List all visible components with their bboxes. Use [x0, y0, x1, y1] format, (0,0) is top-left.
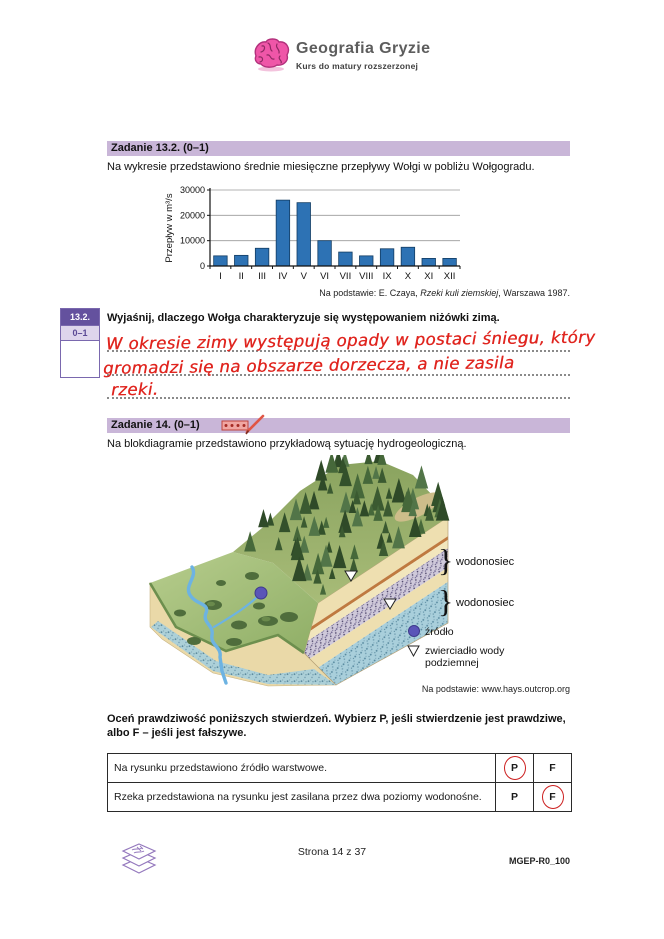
- chart-source: [107, 288, 570, 298]
- svg-text:VII: VII: [339, 271, 352, 282]
- handwritten-answer-line-1: W okresie zimy występują opady w postaci śniegu, który: [105, 327, 596, 354]
- bar-I: [214, 256, 228, 266]
- chart-source-title: Rzeki kuli ziemskiej: [420, 288, 499, 298]
- score-marker-code: 13.2.: [61, 309, 99, 325]
- svg-text:30000: 30000: [179, 185, 205, 195]
- svg-text:V: V: [300, 271, 307, 282]
- bar-VIII: [360, 256, 374, 266]
- bar-IV: [276, 200, 290, 266]
- svg-text:IV: IV: [278, 271, 288, 282]
- true-false-table-body: [108, 754, 572, 812]
- legend-water-table-icon: [408, 646, 419, 656]
- bar-V: [297, 203, 311, 266]
- svg-text:I: I: [219, 271, 222, 282]
- table-row: [108, 754, 572, 783]
- statement-1: Na rysunku przedstawiono źródło warstwowe.: [108, 754, 496, 783]
- answer-line-3[interactable]: [107, 397, 570, 399]
- p-cell-row-1[interactable]: [496, 754, 534, 783]
- p-cell-row-2[interactable]: P: [496, 783, 534, 812]
- diagram-source: Na podstawie: www.hays.outcrop.org: [421, 684, 570, 694]
- task-13-2-header: Zadanie 13.2. (0–1): [107, 141, 570, 156]
- bar-IX: [380, 249, 394, 266]
- svg-text:III: III: [258, 271, 267, 282]
- page-number: Strona 14 z 37: [297, 846, 367, 858]
- statement-2: Rzeka przedstawiona na rysunku jest zasilana przez dwa poziomy wodonośne.: [108, 783, 496, 812]
- bar-VI: [318, 241, 332, 266]
- task-14-instruction: Oceń prawdziwość poniższych stwierdzeń. Wybierz P, jeśli stwierdzenie jest prawdziwe, albo F – jeśli jest fałszywe.: [107, 713, 566, 739]
- score-marker-points: 0–1: [61, 325, 99, 341]
- chart-source-suffix: , Warszawa 1987.: [498, 288, 570, 298]
- svg-text:10000: 10000: [179, 235, 205, 246]
- selected-answer-circle: F: [542, 785, 564, 809]
- legend-water-table-label-2: podziemnej: [425, 657, 479, 669]
- svg-text:VIII: VIII: [359, 271, 374, 282]
- aquifer-brace-2: }: [438, 583, 454, 619]
- svg-text:II: II: [238, 271, 244, 282]
- bar-XI: [422, 258, 436, 266]
- score-marker-empty: [61, 341, 99, 377]
- f-cell-row-1[interactable]: F: [534, 754, 572, 783]
- svg-text:X: X: [404, 271, 412, 282]
- task-14-intro: Na blokdiagramie przedstawiono przykładową sytuację hydrogeologiczną.: [107, 438, 467, 450]
- handwritten-answer-line-3: rzeki.: [110, 379, 159, 400]
- hydrogeology-block-diagram: [118, 455, 570, 687]
- svg-text:XII: XII: [443, 271, 456, 282]
- svg-text:20000: 20000: [179, 210, 205, 221]
- aquifer-label-1: wodonosiec: [456, 556, 515, 568]
- task-14-header: Zadanie 14. (0–1): [107, 418, 570, 433]
- svg-text:XI: XI: [424, 271, 434, 282]
- flow-chart: [160, 182, 470, 286]
- task-13-2-question: Wyjaśnij, dlaczego Wołga charakteryzuje się występowaniem niżówki zimą.: [107, 312, 500, 324]
- spring-marker: [255, 587, 267, 599]
- aquifer-label-2: wodonosiec: [456, 597, 515, 609]
- legend-spring-icon: [409, 626, 420, 637]
- task-13-2-intro: Na wykresie przedstawiono średnie miesięczne przepływy Wołgi w pobliżu Wołgogradu.: [107, 161, 535, 173]
- score-marker: [60, 308, 100, 378]
- brain-logo-icon: [250, 36, 292, 74]
- bar-X: [401, 247, 415, 266]
- legend-water-table-label-1: zwierciadło wody: [425, 645, 505, 657]
- bar-VII: [339, 252, 353, 266]
- svg-text:IX: IX: [382, 271, 392, 282]
- true-false-table: [107, 753, 572, 812]
- table-row: [108, 783, 572, 812]
- pencil-marker-icon: [221, 414, 269, 436]
- bar-III: [255, 248, 269, 266]
- brand-subtitle: Kurs do matury rozszerzonej: [296, 61, 419, 71]
- aquifer-brace-1: }: [438, 542, 454, 578]
- svg-text:VI: VI: [320, 271, 330, 282]
- chart-ylabel: Przepływ w m³/s: [164, 193, 175, 263]
- svg-text:0: 0: [199, 261, 205, 271]
- bar-II: [235, 255, 249, 266]
- paper-stack-icon: [116, 838, 162, 882]
- selected-answer-circle: P: [504, 756, 526, 780]
- brand-title: Geografia Gryzie: [296, 40, 431, 57]
- document-code: MGEP-R0_100: [508, 856, 570, 866]
- f-cell-row-2[interactable]: [534, 783, 572, 812]
- handwritten-answer-line-2: gromadzi się na obszarze dorzecza, a nie zasila: [102, 353, 515, 378]
- bar-XII: [443, 258, 457, 266]
- legend-spring-label: źródło: [425, 626, 454, 638]
- chart-source-prefix: Na podstawie: E. Czaya,: [319, 288, 421, 298]
